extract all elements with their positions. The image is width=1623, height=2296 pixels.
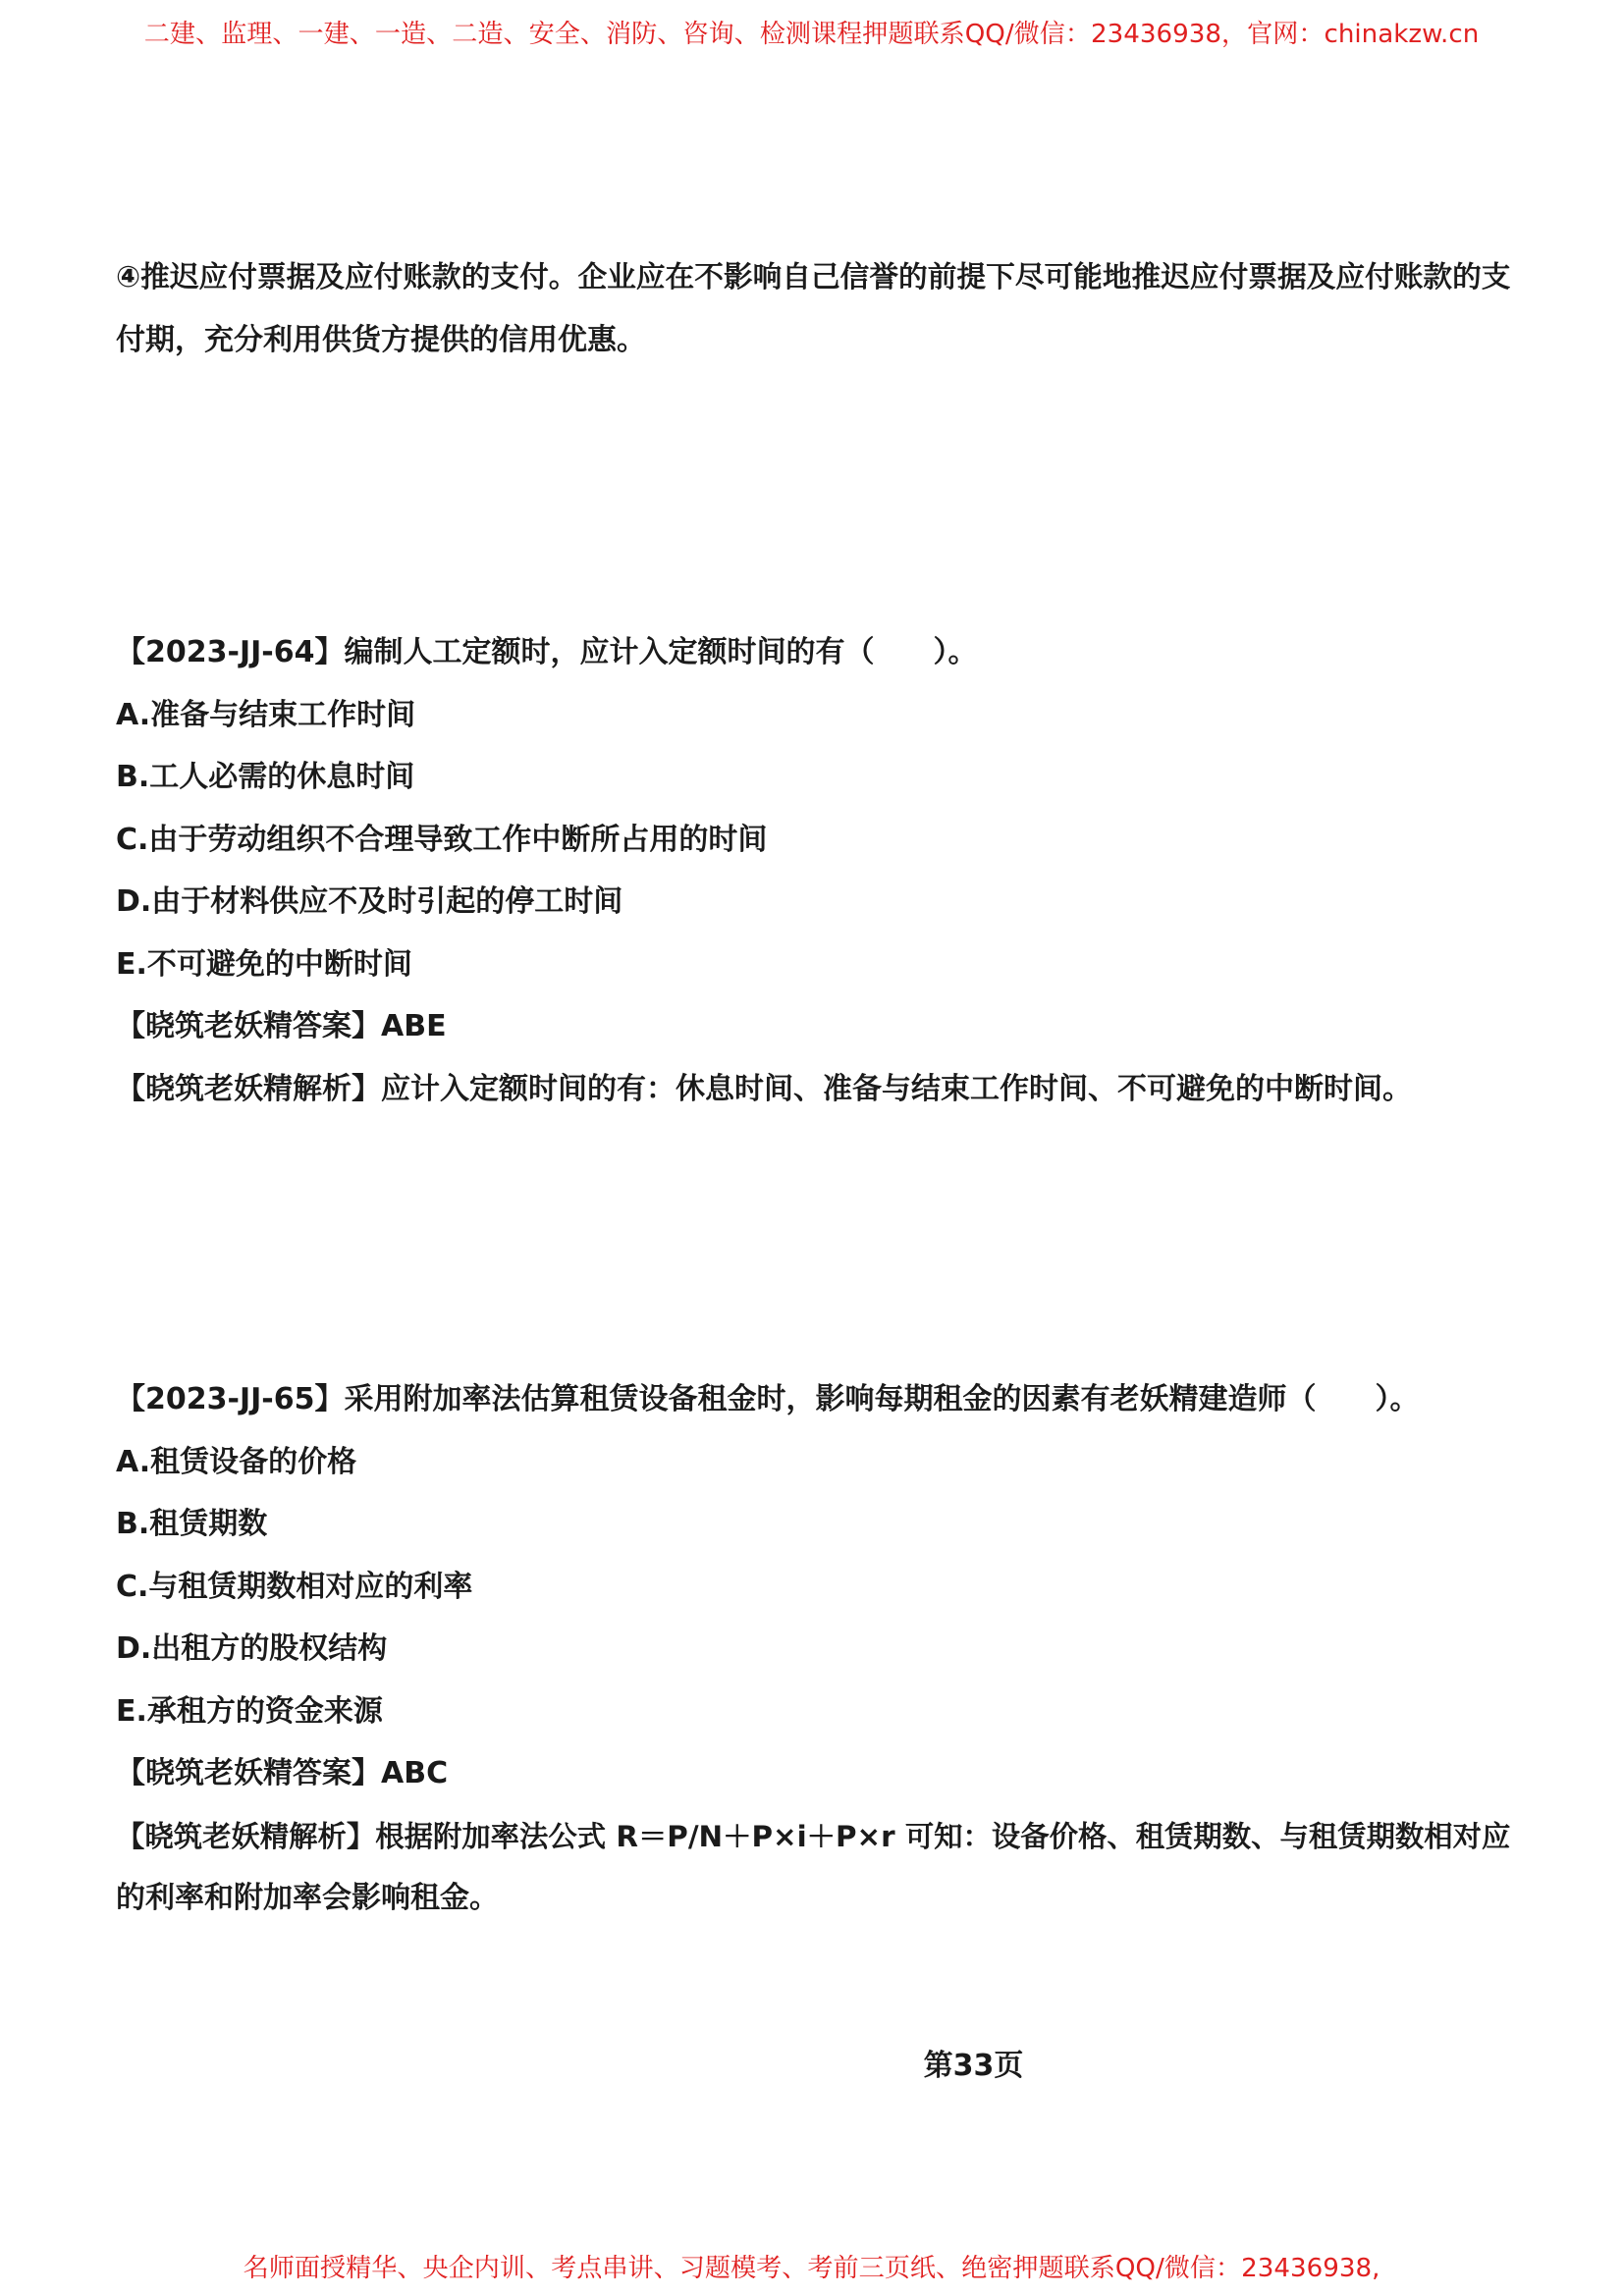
question-64-option-d: D.由于材料供应不及时引起的停工时间: [116, 884, 623, 919]
question-65-option-a: A.租赁设备的价格: [116, 1445, 357, 1479]
intro-line-2: 付期，充分利用供货方提供的信用优惠。: [116, 323, 646, 357]
question-64-analysis: 【晓筑老妖精解析】应计入定额时间的有：休息时间、准备与结束工作时间、不可避免的中断时间。: [116, 1072, 1412, 1106]
question-65-option-c: C.与租赁期数相对应的利率: [116, 1570, 473, 1604]
question-64-option-e: E.不可避免的中断时间: [116, 947, 412, 982]
question-65-option-d: D.出租方的股权结构: [116, 1631, 388, 1666]
question-65-option-b: B.租赁期数: [116, 1507, 268, 1541]
question-65-analysis-line-2: 的利率和附加率会影响租金。: [116, 1881, 499, 1915]
intro-line-1: ④推迟应付票据及应付账款的支付。企业应在不影响自己信誉的前提下尽可能地推迟应付票据及应付账款的支: [116, 260, 1511, 294]
question-64-option-c: C.由于劳动组织不合理导致工作中断所占用的时间: [116, 823, 768, 857]
question-65-option-e: E.承租方的资金来源: [116, 1694, 383, 1729]
question-65-analysis-line-1: 【晓筑老妖精解析】根据附加率法公式 R＝P/N＋P×i＋P×r 可知：设备价格、租赁期数、与租赁期数相对应: [116, 1820, 1511, 1853]
question-64-option-a: A.准备与结束工作时间: [116, 698, 416, 732]
footer-banner: 名师面授精华、央企内训、考点串讲、习题模考、考前三页纸、绝密押题联系QQ/微信：23436938,: [243, 2254, 1380, 2283]
question-64-stem: 【2023-JJ-64】编制人工定额时，应计入定额时间的有（ ）。: [116, 635, 978, 669]
question-65-stem: 【2023-JJ-65】采用附加率法估算租赁设备租金时，影响每期租金的因素有老妖精建造师（ ）。: [116, 1382, 1420, 1416]
page-number: 第33页: [923, 2049, 1024, 2083]
header-banner: 二建、监理、一建、一造、二造、安全、消防、咨询、检测课程押题联系QQ/微信：23436938，官网：chinakzw.cn: [143, 20, 1480, 49]
question-64-option-b: B.工人必需的休息时间: [116, 760, 415, 794]
question-64-answer: 【晓筑老妖精答案】ABE: [116, 1009, 447, 1043]
question-65-answer: 【晓筑老妖精答案】ABC: [116, 1756, 449, 1790]
